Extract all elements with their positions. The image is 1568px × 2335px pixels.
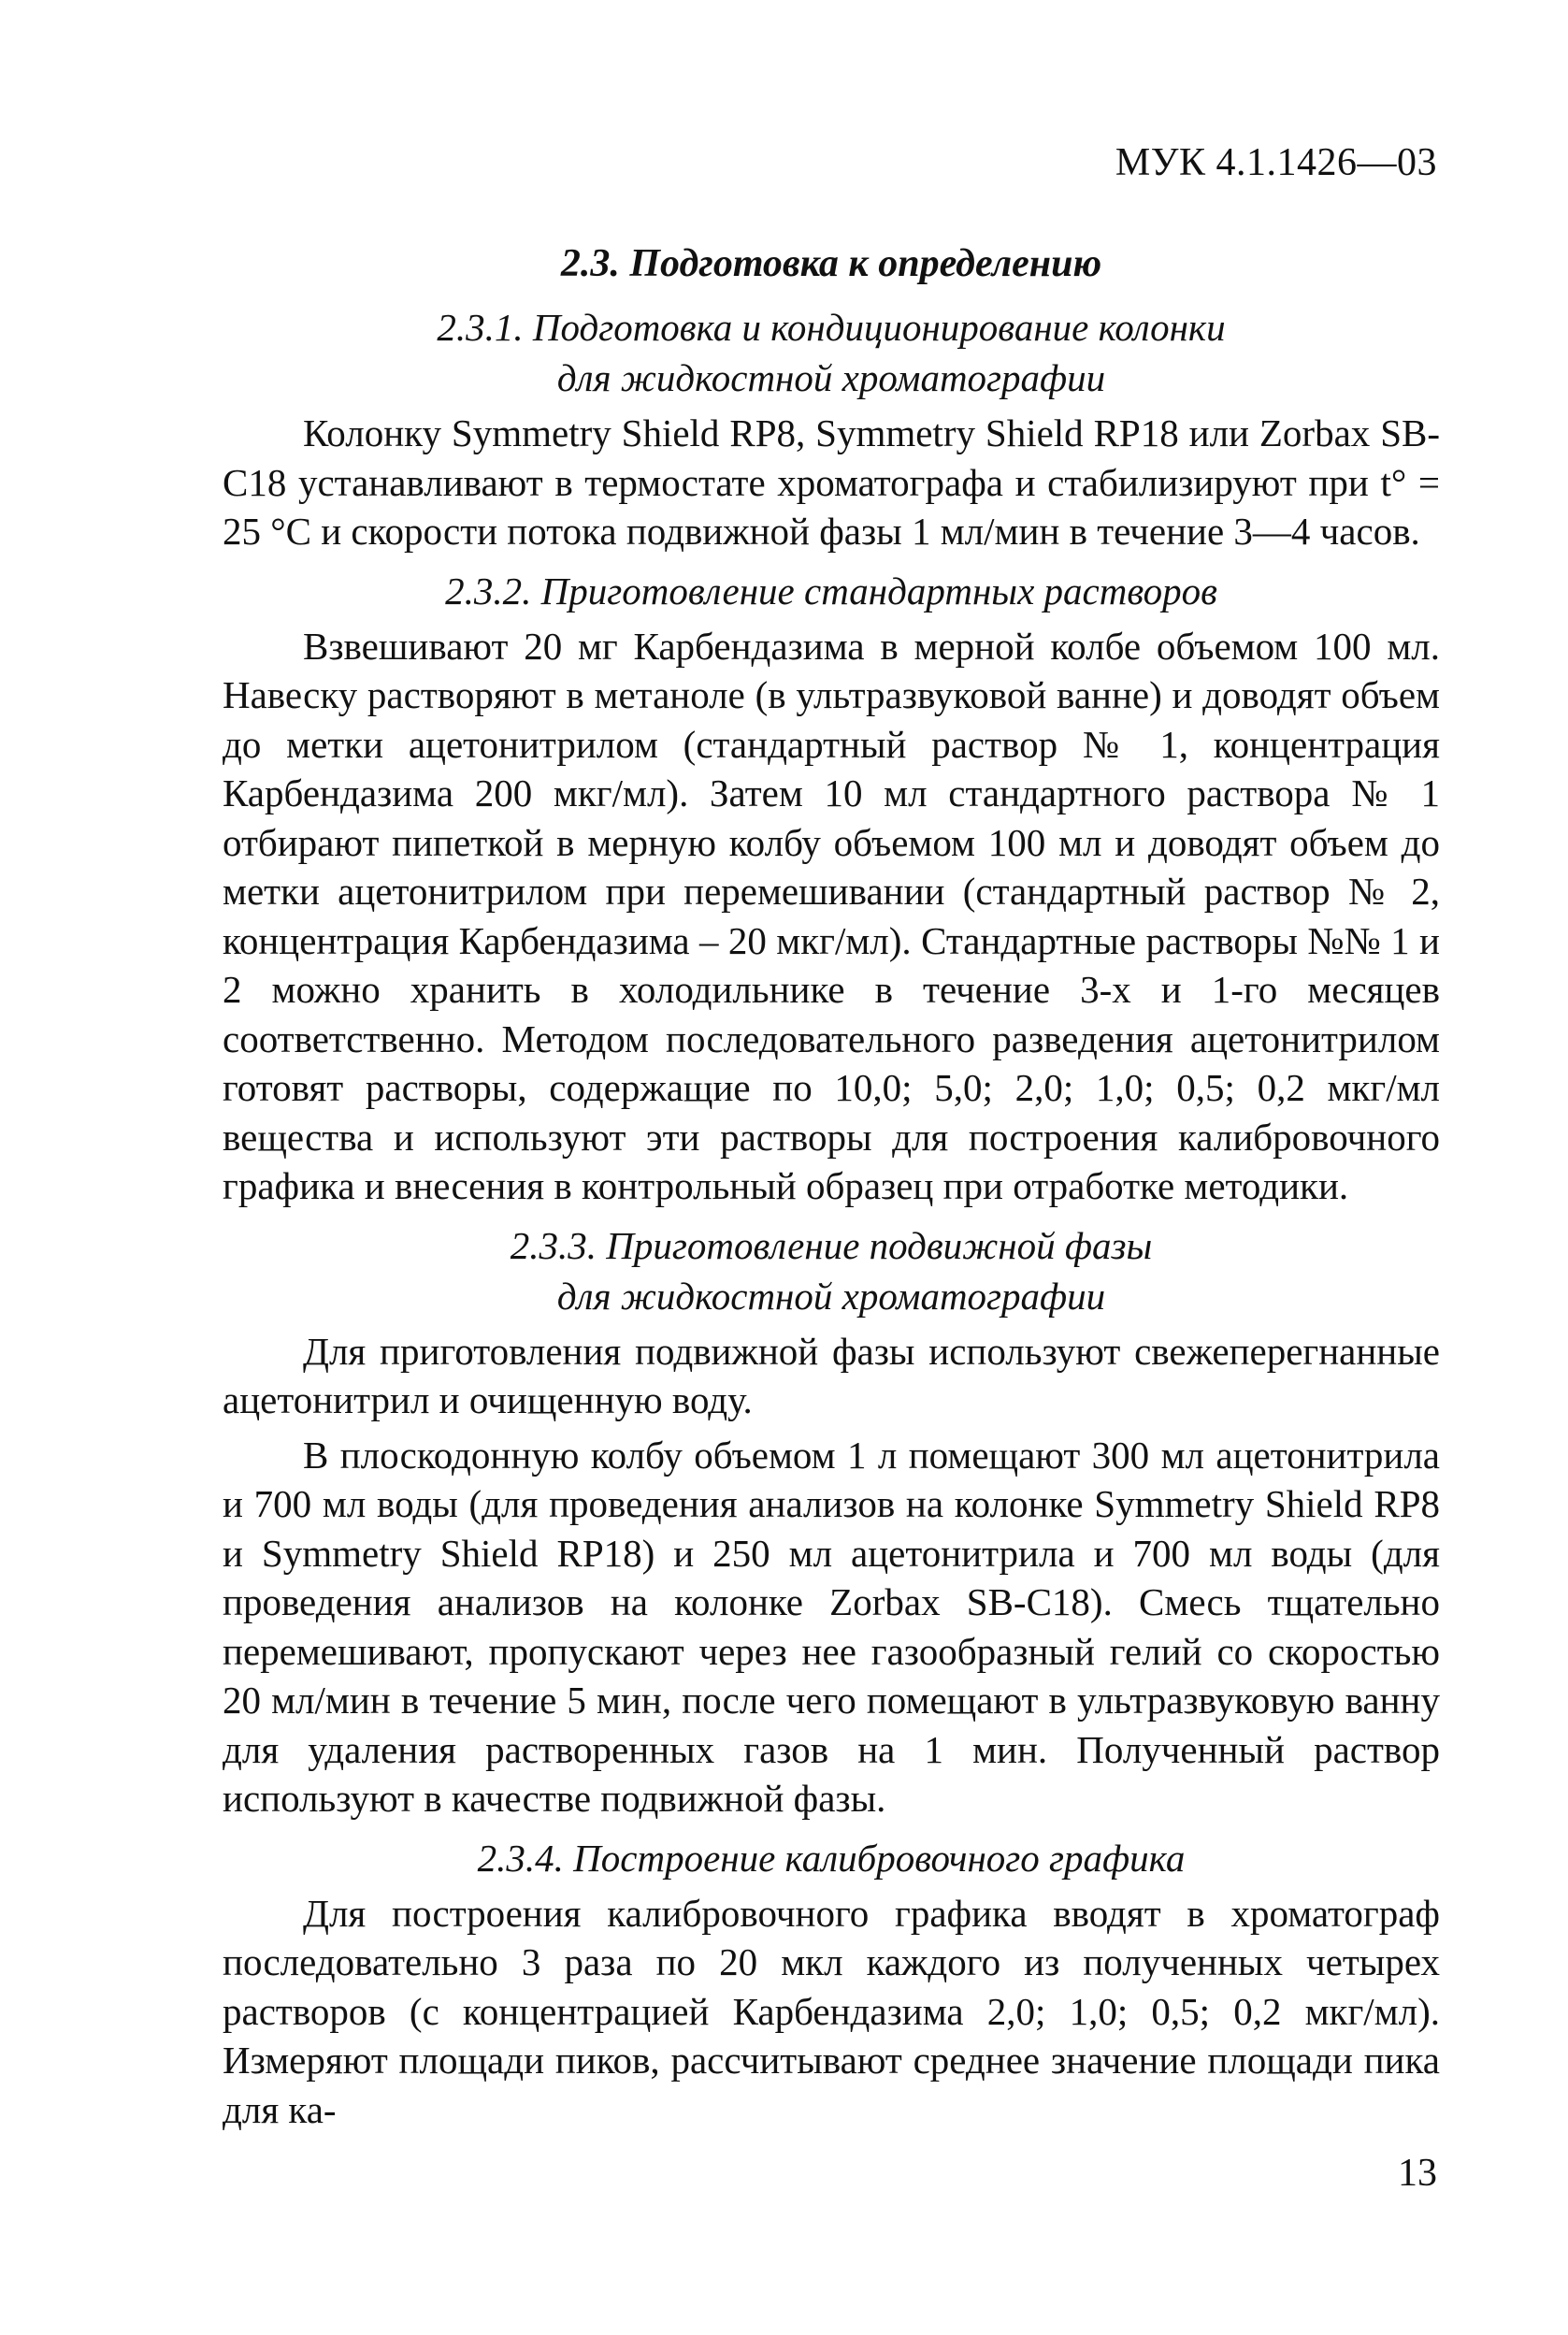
section-2-3-2-title: 2.3.2. Приготовление стандартных растворов [445,569,1217,613]
section-2-3-title: 2.3. Подготовка к определению [560,242,1102,285]
section-2-3-4-title: 2.3.4. Построение калибровочного графика [477,1836,1186,1880]
section-2-3-3-paragraph-2: В плоскодонную колбу объемом 1 л помещают 300 мл ацетонитрила и 700 мл воды (для проведения анализов на колонке Symmetry Shield RP8 и Symmetry Shield RP18) и 250 мл ацетонитрила и 700 мл воды (для проведения анализов на колонке Zorbax SB-C18). Смесь тщательно перемешивают, пропускают через нее газообразный гелий со скоростью 20 мл/мин в течение 5 мин, после чего помещают в ультразвуковую ванну для удаления растворенных газов на 1 мин. Полученный раствор используют в качестве подвижной фазы. [223,1433,1440,1820]
section-2-3-1-title-line-2: для жидкостной хроматографии [556,356,1106,399]
section-2-3-3-paragraph-1: Для приготовления подвижной фазы используют свежеперегнанные ацетонитрил и очищенную воду. [223,1329,1440,1421]
page-content [223,238,1440,2143]
page-number: 13 [1398,2152,1437,2195]
section-2-3-1-paragraph: Колонку Symmetry Shield RP8, Symmetry Shield RP18 или Zorbax SB-C18 устанавливают в термостате хроматографа и стабилизируют при t° = 25 °С и скорости потока подвижной фазы 1 мл/мин в течение 3—4 часов. [223,411,1440,553]
section-2-3-4-paragraph: Для построения калибровочного графика вводят в хроматограф последовательно 3 раза по 20 мкл каждого из полученных четырех растворов (с концентрацией Карбендазима 2,0; 1,0; 0,5; 0,2 мкг/мл). Измеряют площади пиков, рассчитывают среднее значение площади пика для ка- [223,1891,1440,2131]
section-2-3-3-title-line-2: для жидкостной хроматографии [556,1274,1106,1318]
document-code: МУК 4.1.1426—03 [1115,141,1437,184]
section-2-3-2-paragraph: Взвешивают 20 мг Карбендазима в мерной колбе объемом 100 мл. Навеску растворяют в метаноле (в ультразвуковой ванне) и доводят объем до метки ацетонитрилом (стандартный раствор № 1, концентрация Карбендазима 200 мкг/мл). Затем 10 мл стандартного раствора № 1 отбирают пипеткой в мерную колбу объемом 100 мл и доводят объем до метки ацетонитрилом при перемешивании (стандартный раствор № 2, концентрация Карбендазима – 20 мкг/мл). Стандартные растворы №№ 1 и 2 можно хранить в холодильнике в течение 3-х и 1-го месяцев соответственно. Методом последовательного разведения ацетонитрилом готовят растворы, содержащие по 10,0; 5,0; 2,0; 1,0; 0,5; 0,2 мкг/мл вещества и используют эти растворы для построения калибровочного графика и внесения в контрольный образец при отработке методики. [223,624,1440,1207]
section-2-3-1-title-line-1: 2.3.1. Подготовка и кондиционирование колонки [437,306,1226,349]
section-2-3-3-title-line-1: 2.3.3. Приготовление подвижной фазы [510,1223,1153,1267]
